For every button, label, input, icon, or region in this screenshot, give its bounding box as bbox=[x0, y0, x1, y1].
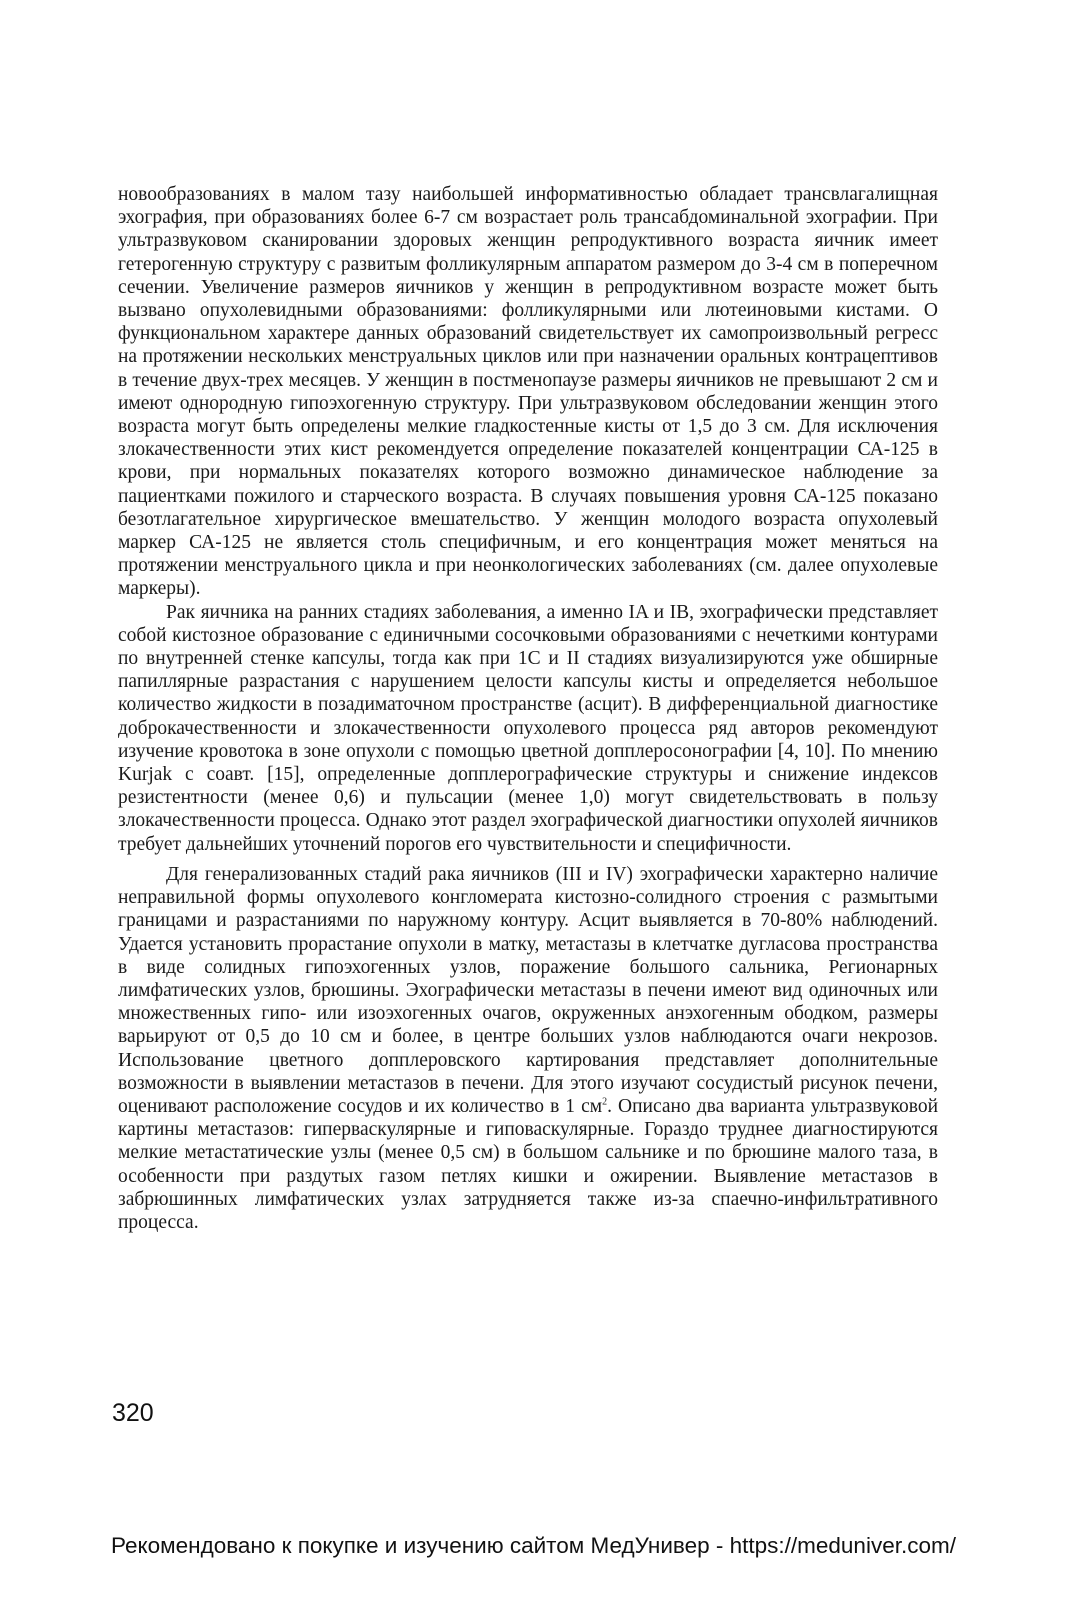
paragraph-text-part: Для генерализованных стадий рака яичников (III и IV) эхографически характерно наличие неправильной формы опухолевого конгломерата кистозно-солидного строения с размытыми границами и разрастаниями по наружному контуру. Асцит выявляется в 70-80% наблюдений. Удается установить прорастание опухоли в матку, метастазы в клетчатке дугласова пространства в виде солидных гипоэхогенных узлов, поражение большого сальника, Регионарных лимфатических узлов, брюшины. Эхографически метастазы в печени имеют вид одиночных или множественных гипо- или изоэхогенных очагов, окруженных анэхогенным ободком, размеры варьируют от 0,5 до 10 см и более, в центре больших узлов наблюдаются очаги некрозов. Использование цветного допплеровского картирования представляет дополнительные возможности в выявлении метастазов в печени. Для этого изучают сосудистый рисунок печени, оценивают расположение сосудов и их количество в 1 см bbox=[118, 863, 938, 1117]
paragraph-early-stage-cancer: Рак яичника на ранних стадиях заболевания, а именно IA и IB, эхографически представляет собой кистозное образование с единичными сосочковыми образованиями с нечеткими контурами по внутренней стенке капсулы, тогда как при 1C и II стадиях визуализируются уже обширные папиллярные разрастания с нарушением целости капсулы кисты и определяется небольшое количество жидкости в позадиматочном пространстве (асцит). В дифференциальной диагностике доброкачественности и злокачественности опухолевого процесса ряд авторов рекомендуют изучение кровотока в зоне опухоли с помощью цветной допплеросонографии [4, 10]. По мнению Kurjak с соавт. [15], определенные допплерографические структуры и снижение индексов резистентности (менее 0,6) и пульсации (менее 1,0) могут свидетельствовать в пользу злокачественности процесса. Однако этот раздел эхографической диагностики опухолей яичников требует дальнейших уточнений порогов его чувствительности и специфичности. bbox=[118, 601, 938, 855]
superscript-square: 2 bbox=[602, 1096, 608, 1108]
footer-recommendation: Рекомендовано к покупке и изучению сайтом МедУнивер - https://meduniver.com/ bbox=[111, 1533, 956, 1558]
body-text bbox=[118, 183, 938, 1234]
paragraph-continuation: новообразованиях в малом тазу наибольшей информативностью обладает трансвлагалищная эхография, при образованиях более 6-7 см возрастает роль трансабдоминальной эхографии. При ультразвуковом сканировании здоровых женщин репродуктивного возраста яичник имеет гетерогенную структуру с развитым фолликулярным аппаратом размером до 3-4 см в поперечном сечении. Увеличение размеров яичников у женщин в репродуктивном возрасте может быть вызвано опухолевидными образованиями: фолликулярными или лютеиновыми кистами. О функциональном характере данных образований свидетельствует их самопроизвольный регресс на протяжении нескольких менструальных циклов или при назначении оральных контрацептивов в течение двух-трех месяцев. У женщин в постменопаузе размеры яичников не превышают 2 см и имеют однородную гипоэхогенную структуру. При ультразвуковом обследовании женщин этого возраста могут быть определены мелкие гладкостенные кисты от 1,5 до 3 см. Для исключения злокачественности этих кист рекомендуется определение показателей концентрации СА-125 в крови, при нормальных показателях которого возможно динамическое наблюдение за пациентками пожилого и старческого возраста. В случаях повышения уровня СА-125 показано безотлагательное хирургическое вмешательство. У женщин молодого возраста опухолевый маркер СА-125 не является столь специфичным, и его концентрация может меняться на протяжении менструального цикла и при неонкологических заболеваниях (см. далее опухолевые маркеры). bbox=[118, 184, 938, 600]
paragraph-text-part: . Описано два варианта ультразвуковой картины метастазов: гиперваскулярные и гиповаскулярные. Гораздо труднее диагностируются мелкие метастатические узлы (менее 0,5 см) в большом сальнике и по брюшине малого таза, в особенности при раздутых газом петлях кишки и ожирении. Выявление метастазов в забрюшинных лимфатических узлах затрудняется также из-за спаечно-инфильтративного процесса. bbox=[118, 1095, 939, 1233]
paragraph-generalized-stage-cancer bbox=[118, 863, 938, 1234]
page-number: 320 bbox=[112, 1399, 154, 1427]
